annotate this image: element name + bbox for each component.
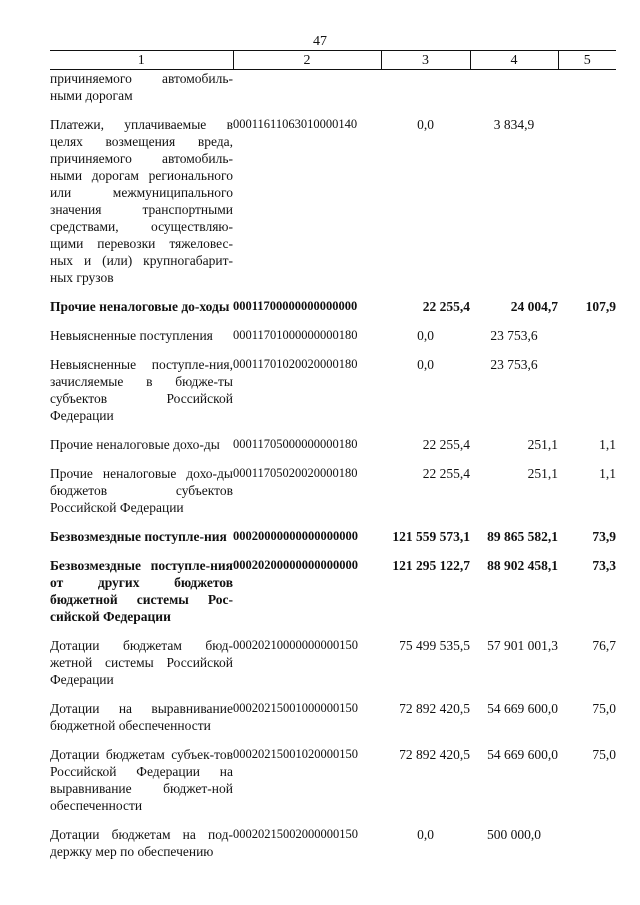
row-name: причиняемого автомобиль-ными дорогам [50, 71, 233, 103]
row-code: 00020210000000000150 [233, 638, 358, 652]
row-col5 [558, 356, 616, 424]
row-col5: 107,9 [585, 299, 616, 314]
row-col3: 0,0 [417, 827, 434, 842]
row-col3: 0,0 [417, 357, 434, 372]
column-header-2: 2 [233, 51, 381, 70]
table-row [50, 116, 616, 286]
row-name: Невыясненные поступле-ния, зачисляемые в бюдже-ты субъектов Российской Федерации [50, 357, 233, 423]
row-col5: 75,0 [592, 747, 616, 762]
row-spacer-cell [50, 453, 616, 465]
row-col4 [470, 70, 558, 105]
row-code: 00020215001000000150 [233, 701, 358, 715]
table-row [50, 70, 616, 105]
row-col5 [558, 327, 616, 344]
row-col4: 500 000,0 [487, 827, 541, 842]
row-col4: 251,1 [527, 466, 558, 481]
budget-table [50, 50, 616, 860]
row-name: Дотации на выравнивание бюджетной обеспеченности [50, 701, 233, 733]
row-code: 00020200000000000000 [233, 558, 358, 572]
table-row [50, 356, 616, 424]
row-spacer-cell [50, 104, 616, 116]
row-code: 00020215001020000150 [233, 747, 358, 761]
row-spacer [50, 286, 616, 298]
row-col3: 0,0 [417, 117, 434, 132]
row-col3: 22 255,4 [422, 299, 470, 314]
row-name: Безвозмездные поступле-ния [50, 529, 227, 544]
row-code: 00011611063010000140 [233, 117, 358, 131]
row-spacer [50, 344, 616, 356]
table-row [50, 436, 616, 453]
row-code: 00011701000000000180 [233, 328, 358, 342]
column-header-4: 4 [470, 51, 558, 70]
row-col4: 89 865 582,1 [487, 529, 558, 544]
row-col3 [381, 70, 470, 105]
row-col5 [558, 116, 616, 286]
row-code: 00011701020020000180 [233, 357, 358, 371]
row-col5 [558, 826, 616, 860]
row-col4: 24 004,7 [510, 299, 558, 314]
row-code: 00020000000000000000 [233, 529, 358, 543]
row-name: Прочие неналоговые до-ходы [50, 299, 230, 314]
row-code: 00020215002000000150 [233, 827, 358, 841]
row-col5: 73,9 [592, 529, 616, 544]
row-spacer [50, 516, 616, 528]
row-code [233, 70, 381, 105]
row-spacer-cell [50, 545, 616, 557]
table-row [50, 700, 616, 734]
row-col3: 75 499 535,5 [399, 638, 470, 653]
row-col4: 57 901 001,3 [487, 638, 558, 653]
row-col3: 0,0 [417, 328, 434, 343]
row-col5 [558, 70, 616, 105]
row-spacer-cell [50, 424, 616, 436]
row-spacer [50, 545, 616, 557]
table-row [50, 327, 616, 344]
column-header-1: 1 [50, 51, 233, 70]
row-col4: 251,1 [527, 437, 558, 452]
row-name: Дотации бюджетам на под-держку мер по обеспечению [50, 827, 233, 859]
row-name: Платежи, уплачиваемые в целях возмещения вреда, причиняемого автомобиль-ными дорогам регионального или межмуниципального значения транспортными средствами, осуществляю-щими перевозки тяжеловес-ных и (или) крупногабарит-ных грузов [50, 117, 233, 285]
table-row [50, 298, 616, 315]
row-spacer [50, 625, 616, 637]
row-code: 00011705000000000180 [233, 437, 358, 451]
row-name: Дотации бюджетам субъек-тов Российской Федерации на выравнивание бюджет-ной обеспеченности [50, 747, 233, 813]
column-header-3: 3 [381, 51, 470, 70]
row-col3: 72 892 420,5 [399, 701, 470, 716]
table-row [50, 465, 616, 516]
row-col4: 54 669 600,0 [487, 747, 558, 762]
column-header-5: 5 [558, 51, 616, 70]
row-name: Безвозмездные поступле-ния от других бюджетов бюджетной системы Рос-сийской Федерации [50, 558, 233, 624]
row-col3: 121 295 122,7 [392, 558, 470, 573]
header-row [50, 51, 616, 70]
table-row [50, 557, 616, 625]
row-spacer [50, 424, 616, 436]
row-col5: 75,0 [592, 701, 616, 716]
row-col5: 1,1 [599, 437, 616, 452]
row-spacer [50, 814, 616, 826]
row-col3: 22 255,4 [422, 437, 470, 452]
row-spacer [50, 688, 616, 700]
row-spacer [50, 734, 616, 746]
row-col4: 23 753,6 [490, 328, 538, 343]
row-col4: 88 902 458,1 [487, 558, 558, 573]
row-spacer-cell [50, 286, 616, 298]
table-row [50, 528, 616, 545]
row-code: 00011700000000000000 [233, 299, 358, 313]
row-spacer-cell [50, 814, 616, 826]
row-col4: 23 753,6 [490, 357, 538, 372]
row-name: Невыясненные поступления [50, 328, 213, 343]
row-spacer [50, 315, 616, 327]
row-col3: 121 559 573,1 [392, 529, 470, 544]
row-col5: 1,1 [599, 466, 616, 481]
table-row [50, 637, 616, 688]
row-col3: 72 892 420,5 [399, 747, 470, 762]
row-col4: 54 669 600,0 [487, 701, 558, 716]
row-col5: 73,3 [592, 558, 616, 573]
row-spacer-cell [50, 315, 616, 327]
row-spacer [50, 453, 616, 465]
row-col5: 76,7 [592, 638, 616, 653]
row-name: Прочие неналоговые дохо-ды [50, 437, 220, 452]
row-spacer-cell [50, 688, 616, 700]
row-spacer-cell [50, 625, 616, 637]
row-name: Дотации бюджетам бюд-жетной системы Российской Федерации [50, 638, 233, 687]
page-number: 47 [313, 34, 327, 49]
row-code: 00011705020020000180 [233, 466, 358, 480]
table-body [50, 70, 616, 861]
row-spacer-cell [50, 344, 616, 356]
row-spacer-cell [50, 516, 616, 528]
table-row [50, 826, 616, 860]
row-name: Прочие неналоговые дохо-ды бюджетов субъектов Российской Федерации [50, 466, 233, 515]
row-col4: 3 834,9 [493, 117, 535, 132]
row-col3: 22 255,4 [422, 466, 470, 481]
table-row [50, 746, 616, 814]
row-spacer-cell [50, 734, 616, 746]
row-spacer [50, 104, 616, 116]
